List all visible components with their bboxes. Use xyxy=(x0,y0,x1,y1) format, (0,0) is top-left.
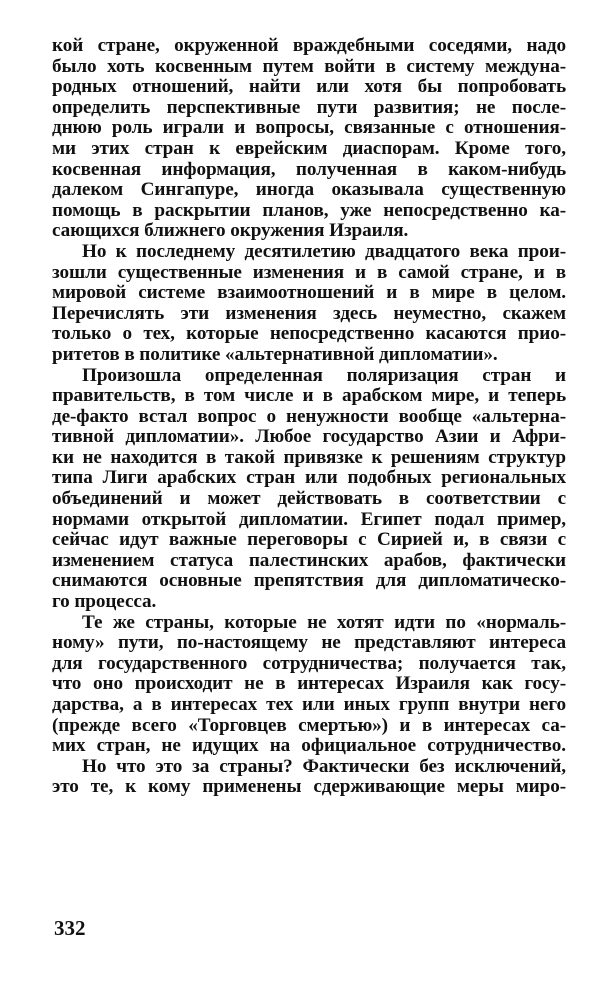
text-line: Но что это за страны? Фактически без исключений, xyxy=(82,755,566,777)
text-line: ритетов в политике «альтернативной дипломатии». xyxy=(52,343,498,365)
text-line: нормами открытой дипломатии. Египет подал пример, xyxy=(52,508,566,530)
text-line: сейчас идут важные переговоры с Сирией и, в связи с xyxy=(52,529,566,551)
text-line: изменением статуса палестинских арабов, фактически xyxy=(52,549,566,571)
text-line: снимаются основные препятствия для дипломатическо- xyxy=(52,570,566,592)
text-line: Произошла определенная поляризация стран и xyxy=(82,364,566,386)
text-line: ми этих стран к еврейским диаспорам. Кроме того, xyxy=(52,137,566,159)
text-line: Перечислять эти изменения здесь неуместно, скажем xyxy=(52,302,566,324)
text-line: мих стран, не идущих на официальное сотрудничество. xyxy=(52,735,566,757)
text-line: косвенная информация, полученная в каком-нибудь xyxy=(52,158,566,180)
text-line: сающихся ближнего окружения Израиля. xyxy=(52,220,409,242)
text-line: (прежде всего «Торговцев смертью») и в интересах са- xyxy=(52,714,566,736)
page-body-text xyxy=(52,36,566,798)
text-line: днюю роль играли и вопросы, связанные с отношения- xyxy=(52,117,566,139)
text-line: правительств, в том числе и в арабском мире, и теперь xyxy=(52,385,566,407)
text-line: Но к последнему десятилетию двадцатого века прои- xyxy=(82,240,566,262)
text-line: де-факто встал вопрос о ненужности вообще «альтерна- xyxy=(52,405,566,427)
text-line: далеком Сингапуре, иногда оказывала существенную xyxy=(52,179,566,201)
text-line: типа Лиги арабских стран или подобных региональных xyxy=(52,467,566,489)
text-line: это те, к кому применены сдерживающие меры миро- xyxy=(52,776,566,798)
text-line: что оно происходит не в интересах Израиля как госу- xyxy=(52,673,566,695)
text-line: родных отношений, найти или хотя бы попробовать xyxy=(52,76,566,98)
text-line: только о тех, которые непосредственно касаются прио- xyxy=(52,323,566,345)
text-line: определить перспективные пути развития; не после- xyxy=(52,96,566,118)
text-line: кой стране, окруженной враждебными соседями, надо xyxy=(52,35,566,56)
text-line: тивной дипломатии». Любое государство Азии и Афри- xyxy=(52,426,566,448)
text-line: дарства, а в интересах тех или иных групп внутри него xyxy=(52,694,566,715)
text-line: ному» пути, по-настоящему не представляют интереса xyxy=(52,632,566,654)
text-line: объединений и может действовать в соответствии с xyxy=(52,488,566,510)
text-line: ки не находится в такой привязке к решениям структур xyxy=(52,446,566,468)
page-number: 332 xyxy=(54,916,86,940)
text-line: го процесса. xyxy=(52,591,157,613)
text-line: помощь в раскрытии планов, уже непосредственно ка- xyxy=(52,199,566,221)
text-line: зошли существенные изменения и в самой стране, и в xyxy=(52,261,566,283)
text-line: было хоть косвенным путем войти в систему междуна- xyxy=(52,55,566,77)
text-line: мировой системе взаимоотношений и в мире в целом. xyxy=(52,282,566,304)
text-line: для государственного сотрудничества; получается так, xyxy=(52,652,566,674)
text-line: Те же страны, которые не хотят идти по «нормаль- xyxy=(82,611,566,633)
